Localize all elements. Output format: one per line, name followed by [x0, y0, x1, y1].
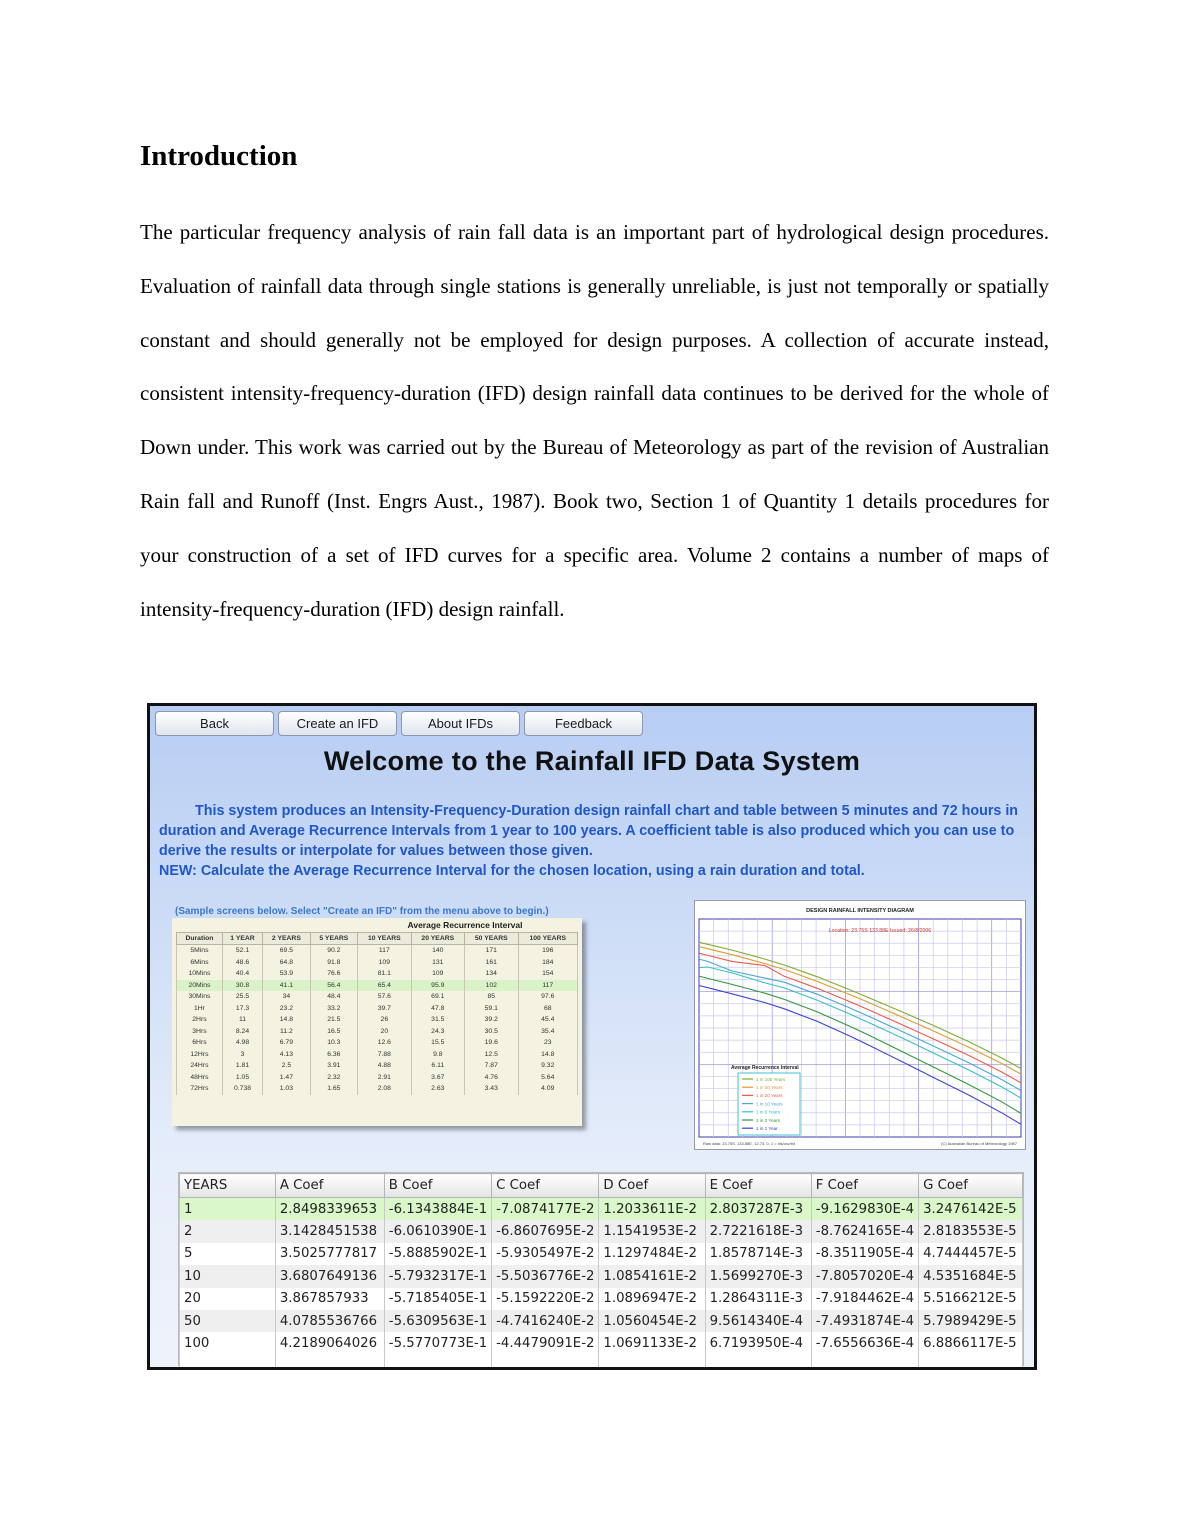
ifd-cell: 69.1 [411, 991, 464, 1003]
rainfall-intensity-chart [694, 900, 1026, 1150]
coef-cell: -5.1592220E-2 [492, 1288, 599, 1310]
coef-cell: 3.2476142E-5 [919, 1198, 1023, 1221]
ifd-cell: 7.87 [465, 1060, 518, 1072]
ifd-col-header: 1 YEAR [222, 933, 262, 945]
ifd-cell: 90.2 [310, 945, 357, 957]
ifd-row [177, 945, 578, 957]
coef-cell [919, 1355, 1023, 1370]
coef-cell: 1.0896947E-2 [599, 1288, 705, 1310]
ari-title: Average Recurrence Interval [407, 920, 523, 930]
coef-col-header[interactable]: F Coef [811, 1174, 918, 1198]
ifd-cell: 134 [465, 968, 518, 980]
ifd-row [177, 1072, 578, 1084]
coef-cell [275, 1355, 384, 1370]
sample-screens-note: (Sample screens below. Select "Create an IFD" from the menu above to begin.) [175, 906, 549, 917]
ifd-cell: 3.67 [411, 1072, 464, 1084]
ifd-cell: 154 [518, 968, 578, 980]
ifd-col-header: 20 YEARS [411, 933, 464, 945]
ifd-cell: 8.24 [222, 1026, 262, 1038]
ifd-cell: 2.32 [310, 1072, 357, 1084]
ifd-row [177, 1060, 578, 1072]
ifd-cell: 56.4 [310, 980, 357, 992]
legend-label: 1 in 100 Years [756, 1076, 786, 1082]
ifd-row [177, 1037, 578, 1049]
coef-cell: 2 [180, 1220, 276, 1242]
feedback-button[interactable]: Feedback [524, 711, 643, 736]
coef-cell: 6.7193950E-4 [705, 1332, 811, 1354]
coef-cell: 5 [180, 1243, 276, 1265]
coef-cell: -4.4479091E-2 [492, 1332, 599, 1354]
coef-cell: -5.8885902E-1 [384, 1243, 491, 1265]
coef-col-header[interactable]: E Coef [705, 1174, 811, 1198]
coef-cell: 4.7444457E-5 [919, 1243, 1023, 1265]
ifd-cell: 24Hrs [177, 1060, 223, 1072]
ifd-cell: 6.36 [310, 1049, 357, 1061]
coef-row[interactable] [180, 1288, 1023, 1310]
ifd-cell: 3.91 [310, 1060, 357, 1072]
ifd-cell: 48.6 [222, 957, 262, 969]
legend-label: 1 in 2 Years [756, 1117, 781, 1123]
chart-footer-right: (C) Australian Bureau of Meteorology 1987 [941, 1141, 1017, 1146]
coef-cell: -5.5770773E-1 [384, 1332, 491, 1354]
coef-cell: 9.5614340E-4 [705, 1310, 811, 1332]
ifd-cell: 81.1 [358, 968, 411, 980]
chart-footer-left: Raw data: 23.75S, 133.88E, 12.73, 0, 1 = xls/csv/txt [703, 1141, 795, 1146]
ifd-cell: 91.8 [310, 957, 357, 969]
ifd-cell: 85 [465, 991, 518, 1003]
ifd-cell: 1.47 [263, 1072, 310, 1084]
ifd-cell: 184 [518, 957, 578, 969]
ifd-cell: 2.63 [411, 1083, 464, 1095]
coef-cell: 3.6807649136 [275, 1265, 384, 1287]
coef-cell: 50 [180, 1310, 276, 1332]
ifd-cell: 19.6 [465, 1037, 518, 1049]
legend-label: 1 in 50 Years [756, 1085, 783, 1090]
ifd-cell: 20 [358, 1026, 411, 1038]
coef-cell: 3.1428451538 [275, 1220, 384, 1242]
coef-cell: 20 [180, 1288, 276, 1310]
ifd-cell: 4.76 [465, 1072, 518, 1084]
coef-cell: -7.0874177E-2 [492, 1198, 599, 1221]
ifd-cell: 161 [465, 957, 518, 969]
coef-cell: 1.8578714E-3 [705, 1243, 811, 1265]
create-ifd-button[interactable]: Create an IFD [278, 711, 397, 736]
coef-cell: 1.2033611E-2 [599, 1198, 705, 1221]
coef-cell: 1.0691133E-2 [599, 1332, 705, 1354]
ifd-col-header: 2 YEARS [263, 933, 310, 945]
coef-cell: 1.0854161E-2 [599, 1265, 705, 1287]
coef-col-header[interactable]: G Coef [919, 1174, 1023, 1198]
ifd-row [177, 1026, 578, 1038]
back-button[interactable]: Back [155, 711, 274, 736]
ifd-cell: 69.5 [263, 945, 310, 957]
ifd-cell: 6Mins [177, 957, 223, 969]
ifd-cell: 31.5 [411, 1014, 464, 1026]
ifd-cell: 4.98 [222, 1037, 262, 1049]
coef-cell: -5.6309563E-1 [384, 1310, 491, 1332]
legend-title: Average Recurrence Interval [731, 1065, 799, 1071]
ifd-cell: 68 [518, 1003, 578, 1015]
ifd-cell: 11.2 [263, 1026, 310, 1038]
ifd-cell: 52.1 [222, 945, 262, 957]
ifd-cell: 10.3 [310, 1037, 357, 1049]
welcome-title: Welcome to the Rainfall IFD Data System [323, 746, 861, 776]
ifd-cell: 16.5 [310, 1026, 357, 1038]
ifd-cell: 21.5 [310, 1014, 357, 1026]
coef-cell: -5.9305497E-2 [492, 1243, 599, 1265]
about-ifds-button[interactable]: About IFDs [401, 711, 520, 736]
ifd-cell: 2.08 [358, 1083, 411, 1095]
coef-row[interactable] [180, 1310, 1023, 1332]
ifd-cell: 1.65 [310, 1083, 357, 1095]
coef-cell [492, 1355, 599, 1370]
ifd-cell: 196 [518, 945, 578, 957]
ifd-cell: 76.6 [310, 968, 357, 980]
coef-cell: 3.5025777817 [275, 1243, 384, 1265]
ifd-cell: 57.6 [358, 991, 411, 1003]
ifd-cell: 3 [222, 1049, 262, 1061]
ifd-table [176, 932, 578, 1095]
coef-row[interactable] [180, 1243, 1023, 1265]
ifd-system-screenshot [147, 703, 1037, 1370]
ifd-cell: 9.32 [518, 1060, 578, 1072]
coef-cell: 5.5166212E-5 [919, 1288, 1023, 1310]
coef-cell: 1.2864311E-3 [705, 1288, 811, 1310]
ifd-cell: 109 [411, 968, 464, 980]
ifd-col-header: 5 YEARS [310, 933, 357, 945]
coef-cell [705, 1355, 811, 1370]
ifd-cell: 5.64 [518, 1072, 578, 1084]
ifd-cell: 171 [465, 945, 518, 957]
ifd-cell: 6.79 [263, 1037, 310, 1049]
ifd-cell: 131 [411, 957, 464, 969]
chart-title: DESIGN RAINFALL INTENSITY DIAGRAM [806, 908, 914, 914]
coef-cell: -5.7932317E-1 [384, 1265, 491, 1287]
ifd-cell: 15.5 [411, 1037, 464, 1049]
coef-cell: 3.867857933 [275, 1288, 384, 1310]
ifd-col-header: 10 YEARS [358, 933, 411, 945]
ifd-row [177, 1049, 578, 1061]
legend-label: 1 in 10 Years [756, 1101, 783, 1107]
ifd-cell: 4.88 [358, 1060, 411, 1072]
coef-cell: -6.8607695E-2 [492, 1220, 599, 1242]
ifd-cell: 47.8 [411, 1003, 464, 1015]
ifd-cell: 2Hrs [177, 1014, 223, 1026]
coef-cell: 4.2189064026 [275, 1332, 384, 1354]
coef-cell [811, 1355, 918, 1370]
ifd-cell: 3.43 [465, 1083, 518, 1095]
ifd-cell: 23.2 [263, 1003, 310, 1015]
coef-row[interactable] [180, 1220, 1023, 1242]
ifd-cell: 59.1 [465, 1003, 518, 1015]
ifd-cell: 4.13 [263, 1049, 310, 1061]
coefficient-table-panel [178, 1172, 1024, 1366]
ifd-cell: 48Hrs [177, 1072, 223, 1084]
legend-label: 1 in 1 Year [756, 1126, 778, 1131]
coef-cell: -8.7624165E-4 [811, 1220, 918, 1242]
coef-cell: 1.0560454E-2 [599, 1310, 705, 1332]
coef-row[interactable] [180, 1332, 1023, 1354]
ifd-cell: 95.9 [411, 980, 464, 992]
ifd-cell: 41.1 [263, 980, 310, 992]
ifd-cell: 3Hrs [177, 1026, 223, 1038]
intro-paragraph: The particular frequency analysis of rain fall data is an important part of hydrological design procedures. Evaluation of rainfall data through single stations is generally unreliable, is just not temporally or spatially constant and should generally not be employed for design purposes. A collection of accurate instead, consistent intensity-frequency-duration (IFD) design rainfall data continues to be derived for the whole of Down under. This work was carried out by the Bureau of Meteorology as part of the revision of Australian Rain fall and Runoff (Inst. Engrs Aust., 1987). Book two, Section 1 of Quantity 1 details procedures for your construction of a set of IFD curves for a specific area. Volume 2 contains a number of maps of intensity-frequency-duration (IFD) design rainfall. [140, 220, 1049, 621]
ifd-row [177, 1014, 578, 1026]
ifd-cell: 1.03 [263, 1083, 310, 1095]
ifd-row [177, 968, 578, 980]
coef-cell: -8.3511905E-4 [811, 1243, 918, 1265]
coef-col-header[interactable]: D Coef [599, 1174, 705, 1198]
legend-label: 1 in 5 Years [756, 1109, 781, 1115]
ifd-cell: 0.738 [222, 1083, 262, 1095]
ifd-cell: 6Hrs [177, 1037, 223, 1049]
coef-cell [599, 1355, 705, 1370]
coef-cell: 1.1297484E-2 [599, 1243, 705, 1265]
ifd-cell: 117 [518, 980, 578, 992]
coef-cell: 5.7989429E-5 [919, 1310, 1023, 1332]
coef-cell: 1.1541953E-2 [599, 1220, 705, 1242]
coef-row[interactable] [180, 1265, 1023, 1287]
ifd-cell: 9.8 [411, 1049, 464, 1061]
ifd-cell: 12.6 [358, 1037, 411, 1049]
coef-cell [384, 1355, 491, 1370]
ifd-cell: 10Mins [177, 968, 223, 980]
coef-cell: 1.5699270E-3 [705, 1265, 811, 1287]
ifd-cell: 34 [263, 991, 310, 1003]
ifd-cell: 25.5 [222, 991, 262, 1003]
ifd-cell: 1Hr [177, 1003, 223, 1015]
coef-cell: -6.1343884E-1 [384, 1198, 491, 1221]
coef-cell: 2.8183553E-5 [919, 1220, 1023, 1242]
ifd-cell: 48.4 [310, 991, 357, 1003]
sample-ifd-table [172, 918, 582, 1126]
coef-cell: -4.7416240E-2 [492, 1310, 599, 1332]
ifd-cell: 117 [358, 945, 411, 957]
coef-row[interactable] [180, 1198, 1023, 1221]
ifd-cell: 14.8 [263, 1014, 310, 1026]
ifd-cell: 2.91 [358, 1072, 411, 1084]
coef-cell: -7.9184462E-4 [811, 1288, 918, 1310]
ifd-cell: 40.4 [222, 968, 262, 980]
coef-cell: -7.6556636E-4 [811, 1332, 918, 1354]
ifd-cell: 1.05 [222, 1072, 262, 1084]
ifd-cell: 12Hrs [177, 1049, 223, 1061]
ifd-cell: 30.5 [465, 1026, 518, 1038]
ifd-cell: 1.81 [222, 1060, 262, 1072]
ifd-cell: 7.88 [358, 1049, 411, 1061]
ifd-cell: 102 [465, 980, 518, 992]
coef-cell: 2.7221618E-3 [705, 1220, 811, 1242]
ifd-col-header: 100 YEARS [518, 933, 578, 945]
coefficient-table [179, 1173, 1023, 1370]
ifd-row [177, 980, 578, 992]
ifd-cell: 45.4 [518, 1014, 578, 1026]
coef-cell: 4.0785536766 [275, 1310, 384, 1332]
ifd-row [177, 1083, 578, 1095]
ifd-cell: 17.3 [222, 1003, 262, 1015]
ifd-cell: 97.6 [518, 991, 578, 1003]
ifd-cell: 33.2 [310, 1003, 357, 1015]
ifd-cell: 65.4 [358, 980, 411, 992]
ifd-cell: 4.09 [518, 1083, 578, 1095]
ifd-cell: 30.8 [222, 980, 262, 992]
ifd-cell: 20Mins [177, 980, 223, 992]
coef-cell: 1 [180, 1198, 276, 1221]
ifd-cell: 14.8 [518, 1049, 578, 1061]
ifd-cell: 30Mins [177, 991, 223, 1003]
ifd-cell: 12.5 [465, 1049, 518, 1061]
ifd-cell: 6.11 [411, 1060, 464, 1072]
coef-col-header[interactable]: A Coef [275, 1174, 384, 1198]
ifd-cell: 39.2 [465, 1014, 518, 1026]
coef-cell: -5.5036776E-2 [492, 1265, 599, 1287]
coef-cell: 4.5351684E-5 [919, 1265, 1023, 1287]
ifd-cell: 64.8 [263, 957, 310, 969]
ifd-col-header: Duration [177, 933, 223, 945]
ifd-cell: 24.3 [411, 1026, 464, 1038]
ifd-cell: 140 [411, 945, 464, 957]
ifd-cell: 53.9 [263, 968, 310, 980]
ifd-cell: 5Mins [177, 945, 223, 957]
chart-svg [695, 901, 1025, 1149]
coef-cell: 100 [180, 1332, 276, 1354]
legend-label: 1 in 20 Years [756, 1093, 783, 1099]
coef-cell: -7.8057020E-4 [811, 1265, 918, 1287]
coef-cell: 6.8866117E-5 [919, 1332, 1023, 1354]
chart-location: Location: 23.75S 133.88E Issued: 26/8/2006 [828, 928, 932, 934]
ifd-cell: 39.7 [358, 1003, 411, 1015]
ifd-cell: 11 [222, 1014, 262, 1026]
ifd-cell: 109 [358, 957, 411, 969]
coef-cell [180, 1355, 276, 1370]
coef-cell: 10 [180, 1265, 276, 1287]
coef-col-header[interactable]: C Coef [492, 1174, 599, 1198]
ifd-row [177, 991, 578, 1003]
coef-cell: -6.0610390E-1 [384, 1220, 491, 1242]
ifd-cell: 35.4 [518, 1026, 578, 1038]
coef-cell: -5.7185405E-1 [384, 1288, 491, 1310]
new-feature-note: NEW: Calculate the Average Recurrence Interval for the chosen location, using a rain duration and total. [159, 863, 865, 879]
coef-empty-row [180, 1355, 1023, 1370]
ifd-row [177, 957, 578, 969]
ifd-row [177, 1003, 578, 1015]
coef-cell: -9.1629830E-4 [811, 1198, 918, 1221]
system-description: This system produces an Intensity-Frequency-Duration design rainfall chart and table between 5 minutes and 72 hours in duration and Average Recurrence Intervals from 1 year to 100 years. A coefficient table is also produced which you can use to derive the results or interpolate for values between those given. [159, 803, 1019, 860]
ifd-cell: 23 [518, 1037, 578, 1049]
coef-col-header[interactable]: B Coef [384, 1174, 491, 1198]
coef-cell: 2.8498339653 [275, 1198, 384, 1221]
coef-cell: 2.8037287E-3 [705, 1198, 811, 1221]
ifd-cell: 72Hrs [177, 1083, 223, 1095]
ifd-col-header: 50 YEARS [465, 933, 518, 945]
ifd-cell: 26 [358, 1014, 411, 1026]
coef-col-header[interactable]: YEARS [180, 1174, 276, 1198]
ifd-cell: 2.5 [263, 1060, 310, 1072]
coef-cell: -7.4931874E-4 [811, 1310, 918, 1332]
section-heading: Introduction [140, 140, 298, 172]
